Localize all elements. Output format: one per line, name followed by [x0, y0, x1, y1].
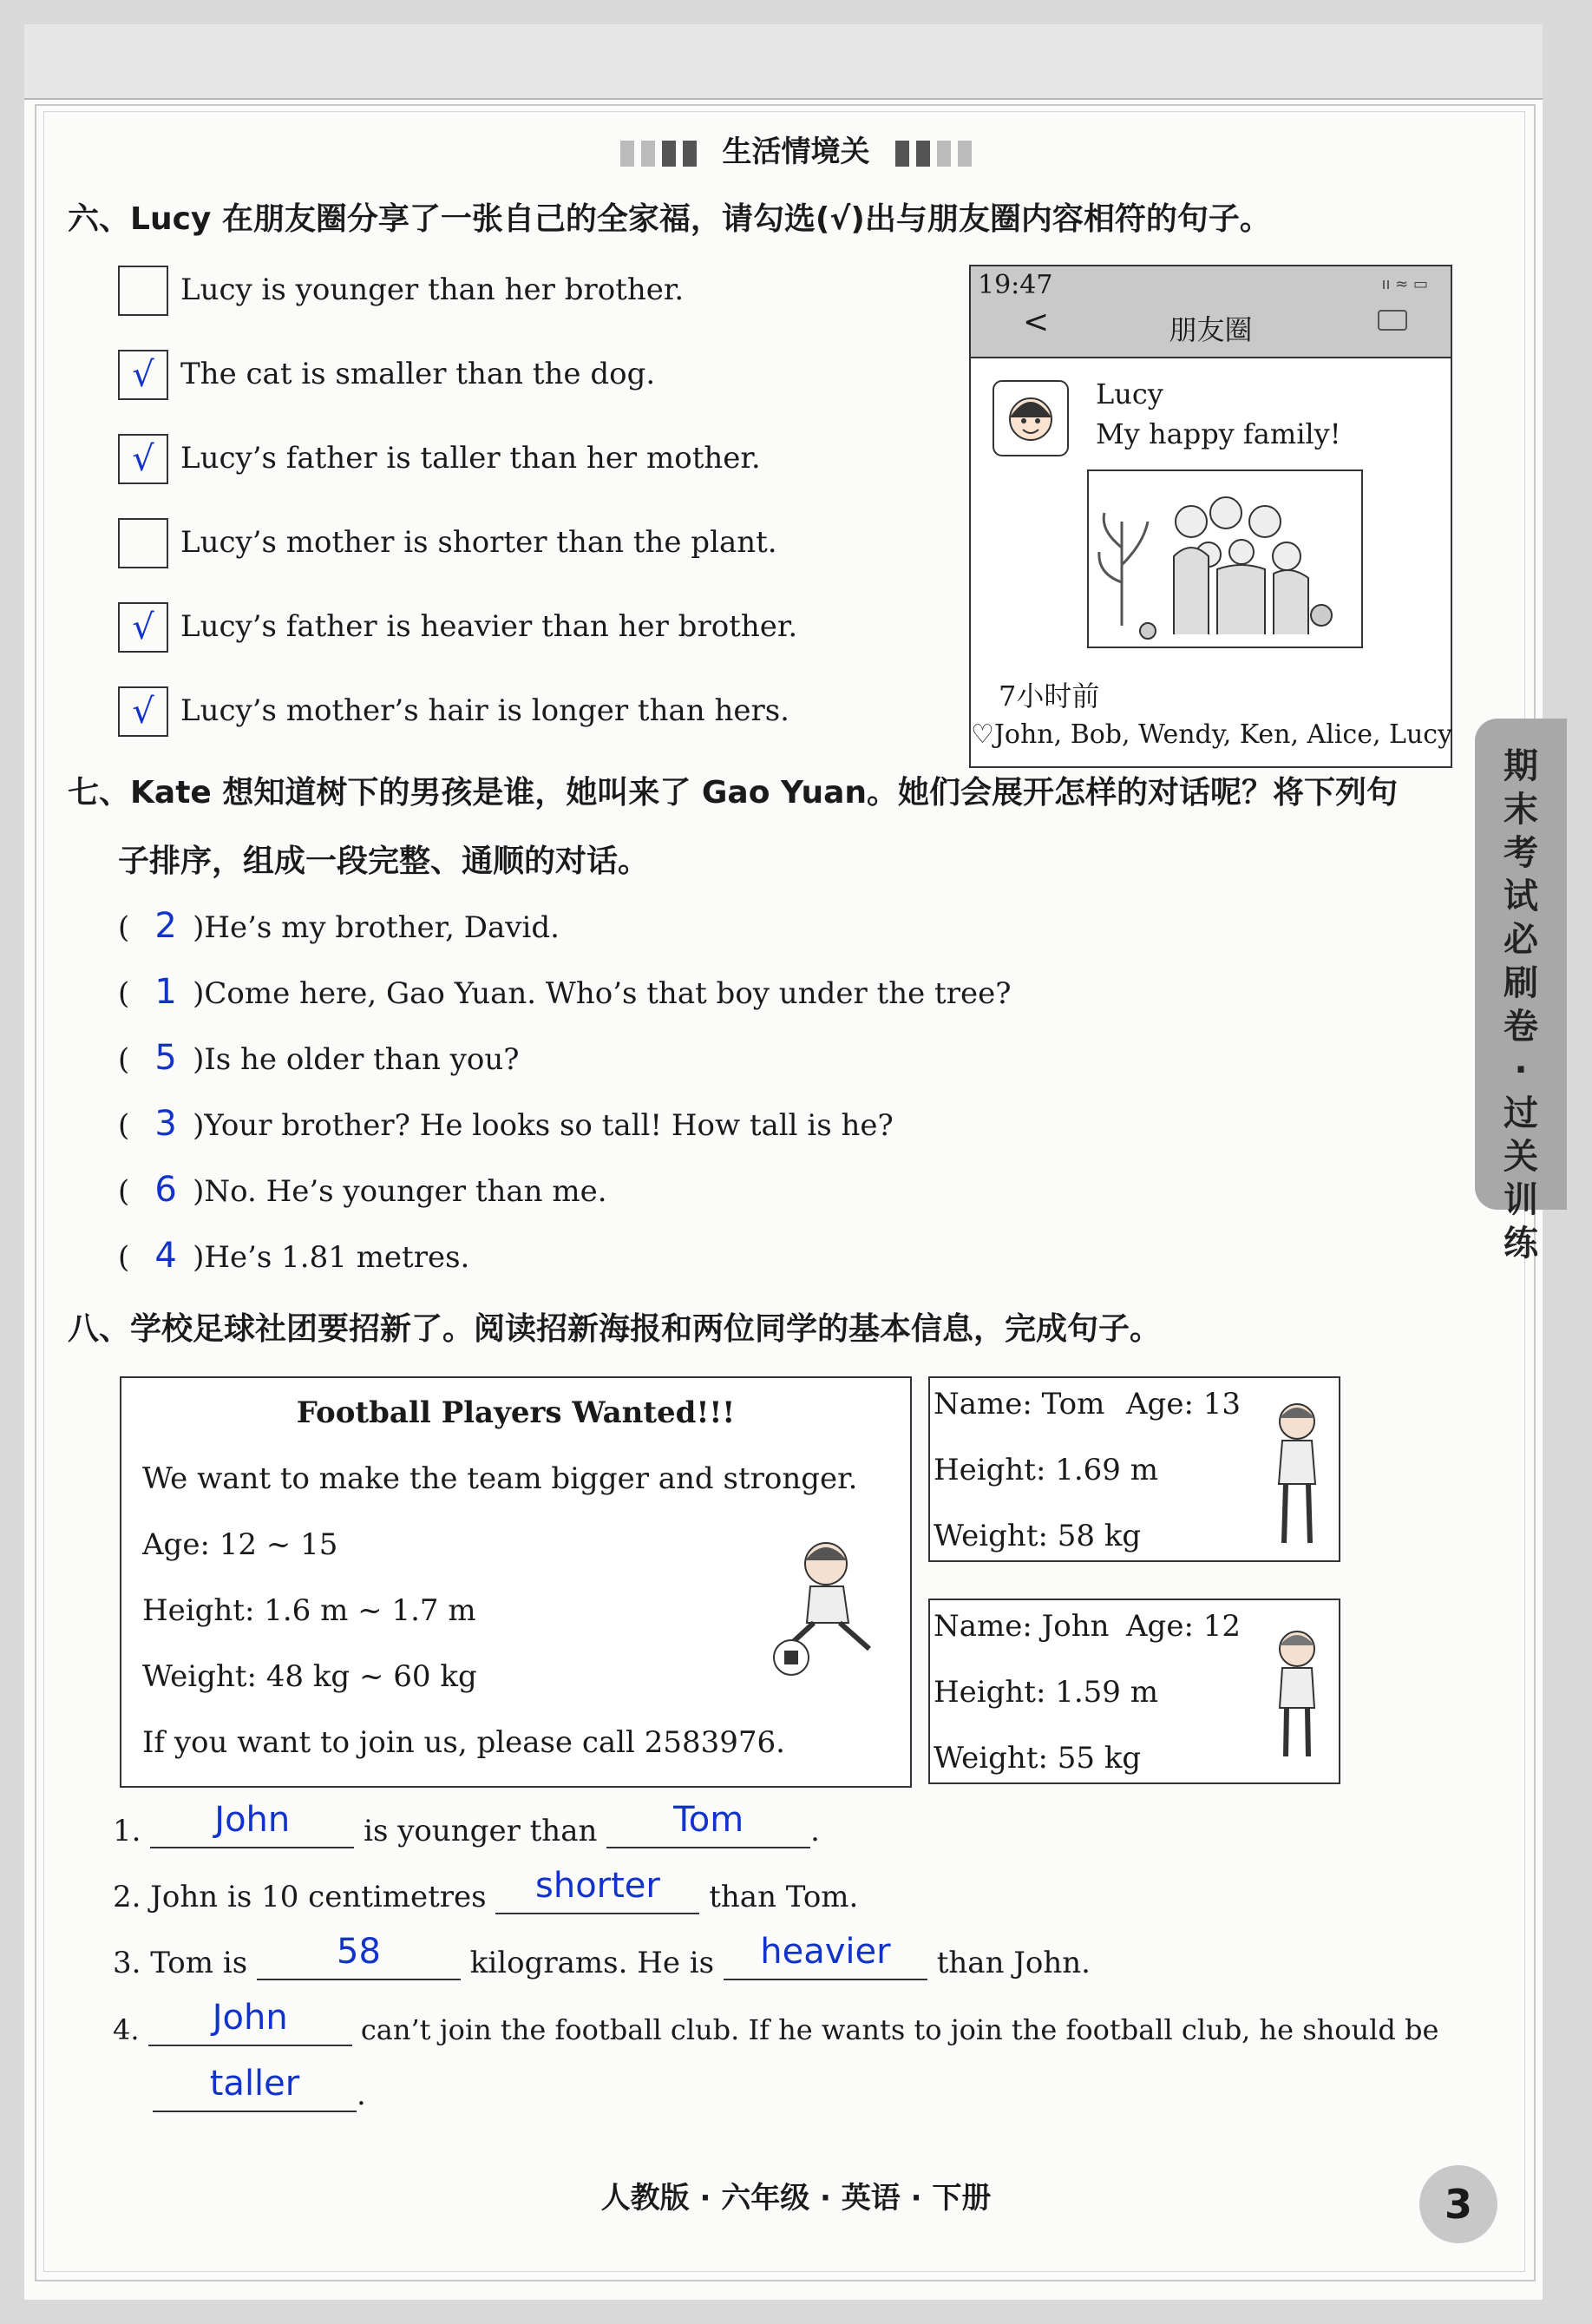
section8-title: 八、学校足球社团要招新了。阅读招新海报和两位同学的基本信息，完成句子。: [68, 1311, 1162, 1347]
blank[interactable]: Tom: [606, 1807, 810, 1848]
poster-height: Height: 1.6 m ~ 1.7 m: [142, 1593, 476, 1628]
blank[interactable]: taller: [153, 2071, 357, 2112]
post-user: Lucy: [1096, 377, 1163, 410]
lucy-avatar: [992, 379, 1070, 457]
tom-name: Name: Tom: [934, 1387, 1105, 1421]
checkbox[interactable]: [118, 266, 168, 316]
checkbox[interactable]: √: [118, 350, 168, 400]
footer: 人教版 · 六年级 · 英语 · 下册: [600, 2181, 992, 2216]
tom-age: Age: 13: [1126, 1387, 1241, 1421]
recruit-poster: [120, 1376, 912, 1788]
phone-time: 19:47: [978, 270, 1053, 300]
dialogue-line: ( 3 )Your brother? He looks so tall! How tall is he?: [118, 1104, 894, 1144]
section7-title-cont: 子排序，组成一段完整、通顺的对话。: [118, 844, 650, 879]
moments-phone: [969, 265, 1452, 768]
sentence-4: 4. John can’t join the football club. If he wants to join the football club, he should be: [113, 1998, 1439, 2046]
john-age: Age: 12: [1126, 1609, 1241, 1644]
page-number: 3: [1419, 2165, 1497, 2243]
family-photo: [1087, 469, 1363, 648]
john-weight: Weight: 55 kg: [934, 1741, 1142, 1776]
side-tab: [1475, 719, 1567, 1264]
dialogue-line: ( 4 )He’s 1.81 metres.: [118, 1236, 470, 1276]
statement: Lucy’s father is heavier than her brother.: [180, 609, 798, 644]
post-time: 7小时前: [999, 679, 1100, 712]
blank[interactable]: John: [150, 1807, 354, 1848]
john-name: Name: John: [934, 1609, 1110, 1644]
post-likes: ♡John, Bob, Wendy, Ken, Alice, Lucy: [971, 719, 1453, 750]
signal-battery-icon: ıı ≈ ▭: [1381, 275, 1428, 293]
statement: Lucy’s mother is shorter than the plant.: [180, 525, 777, 560]
order-number[interactable]: 1: [154, 972, 177, 1012]
poster-age: Age: 12 ~ 15: [142, 1527, 338, 1562]
football-boy-illustration: [765, 1536, 888, 1677]
section6-title: 六、Lucy 在朋友圈分享了一张自己的全家福，请勾选(√)出与朋友圈内容相符的句子。: [68, 201, 1271, 237]
camera-icon[interactable]: [1378, 310, 1407, 331]
poster-call: If you want to join us, please call 2583976.: [142, 1725, 785, 1760]
sentence-2: 2. John is 10 centimetres shorter than Tom.: [113, 1866, 859, 1914]
phone-status-bar: [971, 266, 1451, 358]
sentence-4-cont: taller .: [153, 2071, 366, 2112]
order-number[interactable]: 3: [154, 1104, 177, 1144]
statement: Lucy is younger than her brother.: [180, 272, 685, 307]
tom-height: Height: 1.69 m: [934, 1453, 1158, 1487]
section-header: [0, 128, 1592, 170]
order-number[interactable]: 6: [154, 1170, 177, 1210]
statement: The cat is smaller than the dog.: [180, 357, 656, 391]
phone-title: 朋友圈: [1169, 313, 1253, 346]
john-info-card: [928, 1599, 1340, 1784]
checkbox[interactable]: [118, 518, 168, 568]
poster-title: Football Players Wanted!!!: [296, 1395, 736, 1430]
blank[interactable]: 58: [257, 1939, 461, 1980]
john-illustration: [1267, 1626, 1327, 1765]
sentence-1: 1. John is younger than Tom .: [113, 1800, 820, 1848]
poster-weight: Weight: 48 kg ~ 60 kg: [142, 1659, 477, 1694]
order-number[interactable]: 4: [154, 1236, 177, 1276]
poster-line: We want to make the team bigger and stronger.: [142, 1461, 858, 1496]
checkbox[interactable]: √: [118, 602, 168, 653]
side-tab-text: 期末考试必刷卷·过关训练: [1504, 746, 1538, 1264]
statement: Lucy’s mother’s hair is longer than hers.: [180, 693, 789, 728]
blank[interactable]: John: [148, 2005, 352, 2046]
back-icon[interactable]: <: [1023, 305, 1050, 340]
tom-info-card: [928, 1376, 1340, 1562]
dialogue-line: ( 6 )No. He’s younger than me.: [118, 1170, 607, 1210]
blank[interactable]: heavier: [724, 1939, 927, 1980]
statement: Lucy’s father is taller than her mother.: [180, 441, 761, 476]
blank[interactable]: shorter: [495, 1873, 699, 1914]
order-number[interactable]: 5: [154, 1038, 177, 1078]
top-band: [24, 24, 1543, 100]
dialogue-line: ( 5 )Is he older than you?: [118, 1038, 520, 1078]
checkbox[interactable]: √: [118, 686, 168, 737]
sentence-3: 3. Tom is 58 kilograms. He is heavier than John.: [113, 1932, 1091, 1980]
checkbox[interactable]: √: [118, 434, 168, 484]
john-height: Height: 1.59 m: [934, 1675, 1158, 1710]
dialogue-line: ( 2 )He’s my brother, David.: [118, 906, 560, 946]
order-number[interactable]: 2: [154, 906, 177, 946]
dialogue-line: ( 1 )Come here, Gao Yuan. Who’s that boy under the tree?: [118, 972, 1012, 1012]
header-title: 生活情境关: [722, 135, 870, 169]
tom-weight: Weight: 58 kg: [934, 1519, 1142, 1553]
post-text: My happy family!: [1096, 417, 1341, 450]
tom-illustration: [1267, 1397, 1327, 1550]
section7-title: 七、Kate 想知道树下的男孩是谁，她叫来了 Gao Yuan。她们会展开怎样的对话呢？将下列句: [68, 775, 1398, 811]
